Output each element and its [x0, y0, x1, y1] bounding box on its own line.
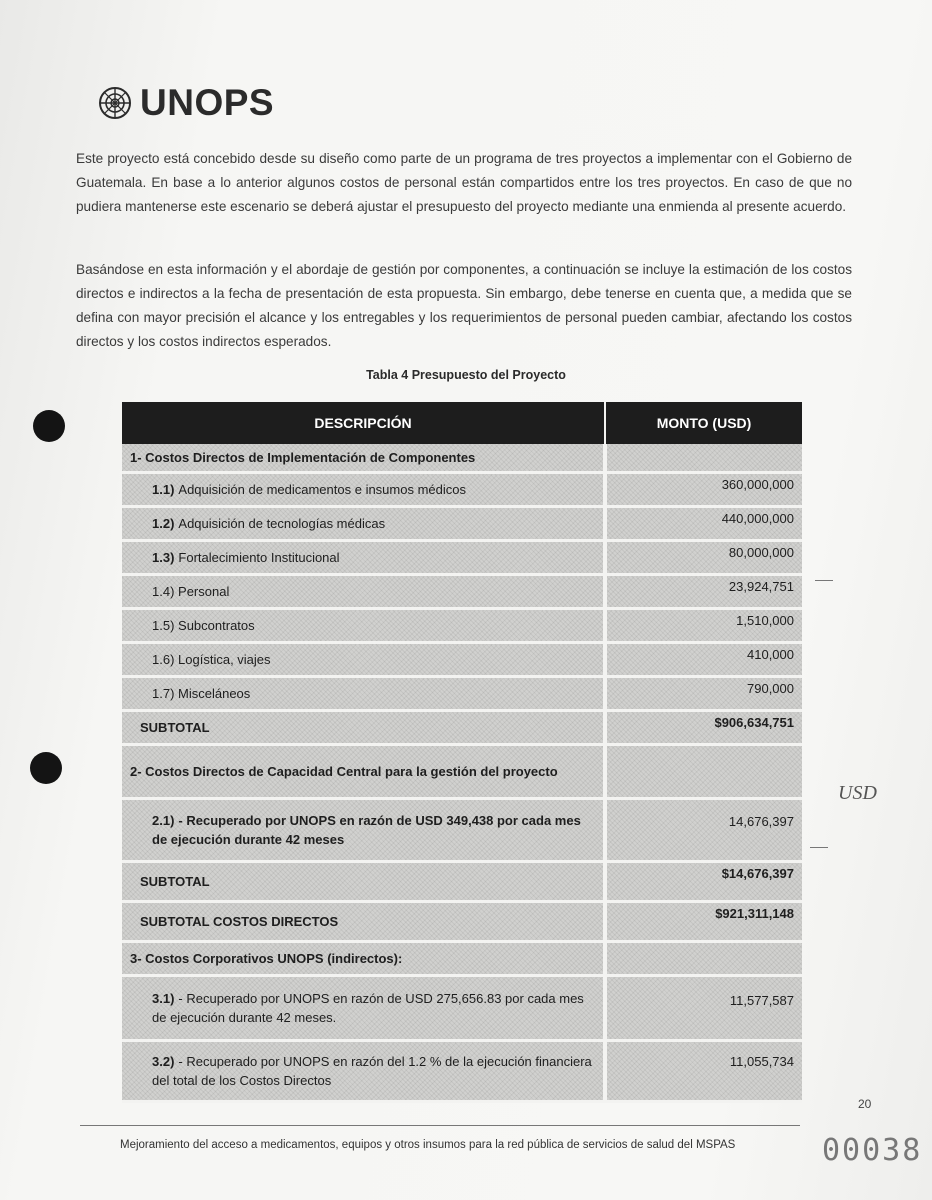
- table-row: [122, 507, 802, 541]
- item-number: 1.1): [152, 482, 175, 497]
- table-row: [122, 575, 802, 609]
- item-description: [122, 799, 605, 862]
- item-number: 1.2): [152, 516, 175, 531]
- item-description: [122, 976, 605, 1041]
- handwritten-note: USD: [838, 782, 877, 804]
- unops-logo: [98, 84, 274, 121]
- un-emblem-icon: [98, 86, 132, 120]
- direct-total-amount: $921,311,148: [605, 902, 802, 942]
- item-label: - Recuperado por UNOPS en razón de USD 275,656.83 por cada mes de ejecución durante 42 meses.: [152, 991, 584, 1025]
- column-header-amount: MONTO (USD): [605, 402, 802, 444]
- item-number: 1.4): [152, 584, 175, 599]
- item-label: Adquisición de medicamentos e insumos médicos: [178, 482, 466, 497]
- item-number: 1.7): [152, 686, 175, 701]
- footer-text: Mejoramiento del acceso a medicamentos, equipos y otros insumos para la red pública de servicios de salud del MSPAS: [120, 1139, 736, 1151]
- direct-total-row: [122, 902, 802, 942]
- table-row: [122, 473, 802, 507]
- item-description: [122, 575, 605, 609]
- item-description: [122, 507, 605, 541]
- table-row: [122, 799, 802, 862]
- section-2-amount-empty: [605, 745, 802, 799]
- item-description: [122, 677, 605, 711]
- item-label: Subcontratos: [178, 618, 255, 633]
- item-amount: 360,000,000: [605, 473, 802, 507]
- table-row: [122, 643, 802, 677]
- section-row: [122, 745, 802, 799]
- table-row: [122, 1041, 802, 1102]
- item-number: 3.2): [152, 1054, 175, 1069]
- margin-dash: [810, 847, 828, 848]
- item-label: Personal: [178, 584, 230, 599]
- item-amount: 410,000: [605, 643, 802, 677]
- item-amount: 23,924,751: [605, 575, 802, 609]
- item-number: 1.3): [152, 550, 175, 565]
- item-amount: 11,577,587: [605, 976, 802, 1041]
- section-row: [122, 444, 802, 473]
- table-row: [122, 541, 802, 575]
- item-label: - Recuperado por UNOPS en razón de USD 349,438 por cada mes de ejecución durante 42 meses: [152, 813, 581, 847]
- logo-text: UNOPS: [140, 82, 275, 123]
- section-3-title: 3- Costos Corporativos UNOPS (indirectos):: [122, 942, 605, 976]
- item-amount: 11,055,734: [605, 1041, 802, 1102]
- item-description: [122, 473, 605, 507]
- subtotal-amount: $14,676,397: [605, 862, 802, 902]
- item-amount: 1,510,000: [605, 609, 802, 643]
- item-amount: 790,000: [605, 677, 802, 711]
- item-label: Logística, viajes: [178, 652, 271, 667]
- punch-hole-top: [33, 410, 65, 442]
- table-header-row: [122, 402, 802, 444]
- item-number: 1.5): [152, 618, 175, 633]
- table-row: [122, 677, 802, 711]
- item-label: Fortalecimiento Institucional: [178, 550, 340, 565]
- section-1-title: 1- Costos Directos de Implementación de Componentes: [122, 444, 605, 473]
- margin-dash: [815, 580, 833, 581]
- item-description: [122, 609, 605, 643]
- table-row: [122, 609, 802, 643]
- intro-paragraph-2: Basándose en esta información y el abordaje de gestión por componentes, a continuación se incluye la estimación de los costos directos e indirectos a la fecha de presentación de esta propuesta. Sin embargo, debe tenerse en cuenta que, a medida que se defina con mayor precisión el alcance y los entregables y los requerimientos de personal pueden cambiar, afectando los costos directos y los costos indirectos esperados.: [76, 262, 852, 349]
- subtotal-row: [122, 711, 802, 745]
- section-3-amount-empty: [605, 942, 802, 976]
- budget-table: [122, 402, 802, 1103]
- page-stamp: 00038: [822, 1133, 923, 1168]
- item-number: 1.6): [152, 652, 175, 667]
- punch-hole-bottom: [30, 752, 62, 784]
- footer-divider: [80, 1125, 800, 1126]
- item-number: 3.1): [152, 991, 175, 1006]
- page-number: 20: [858, 1097, 872, 1111]
- item-label: Adquisición de tecnologías médicas: [178, 516, 386, 531]
- item-number: 2.1): [152, 813, 175, 828]
- subtotal-label: SUBTOTAL: [122, 862, 605, 902]
- subtotal-amount: $906,634,751: [605, 711, 802, 745]
- intro-paragraph-1: Este proyecto está concebido desde su diseño como parte de un programa de tres proyectos a implementar con el Gobierno de Guatemala. En base a lo anterior algunos costos de personal están compartidos entre los tres proyectos. En caso de que no pudiera mantenerse este escenario se deberá ajustar el presupuesto del proyecto mediante una enmienda al presente acuerdo.: [76, 151, 852, 214]
- table-title: Tabla 4 Presupuesto del Proyecto: [366, 368, 566, 382]
- item-description: [122, 541, 605, 575]
- item-amount: 80,000,000: [605, 541, 802, 575]
- item-description: [122, 643, 605, 677]
- item-amount: 440,000,000: [605, 507, 802, 541]
- item-description: [122, 1041, 605, 1102]
- item-label: Misceláneos: [178, 686, 251, 701]
- item-label: - Recuperado por UNOPS en razón del 1.2 % de la ejecución financiera del total de los Costos Directos: [152, 1054, 592, 1088]
- table-row: [122, 976, 802, 1041]
- subtotal-row: [122, 862, 802, 902]
- section-2-title: 2- Costos Directos de Capacidad Central para la gestión del proyecto: [122, 745, 605, 799]
- direct-total-label: SUBTOTAL COSTOS DIRECTOS: [122, 902, 605, 942]
- section-row: [122, 942, 802, 976]
- subtotal-label: SUBTOTAL: [122, 711, 605, 745]
- item-amount: 14,676,397: [605, 799, 802, 862]
- column-header-description: DESCRIPCIÓN: [122, 402, 605, 444]
- section-1-amount-empty: [605, 444, 802, 473]
